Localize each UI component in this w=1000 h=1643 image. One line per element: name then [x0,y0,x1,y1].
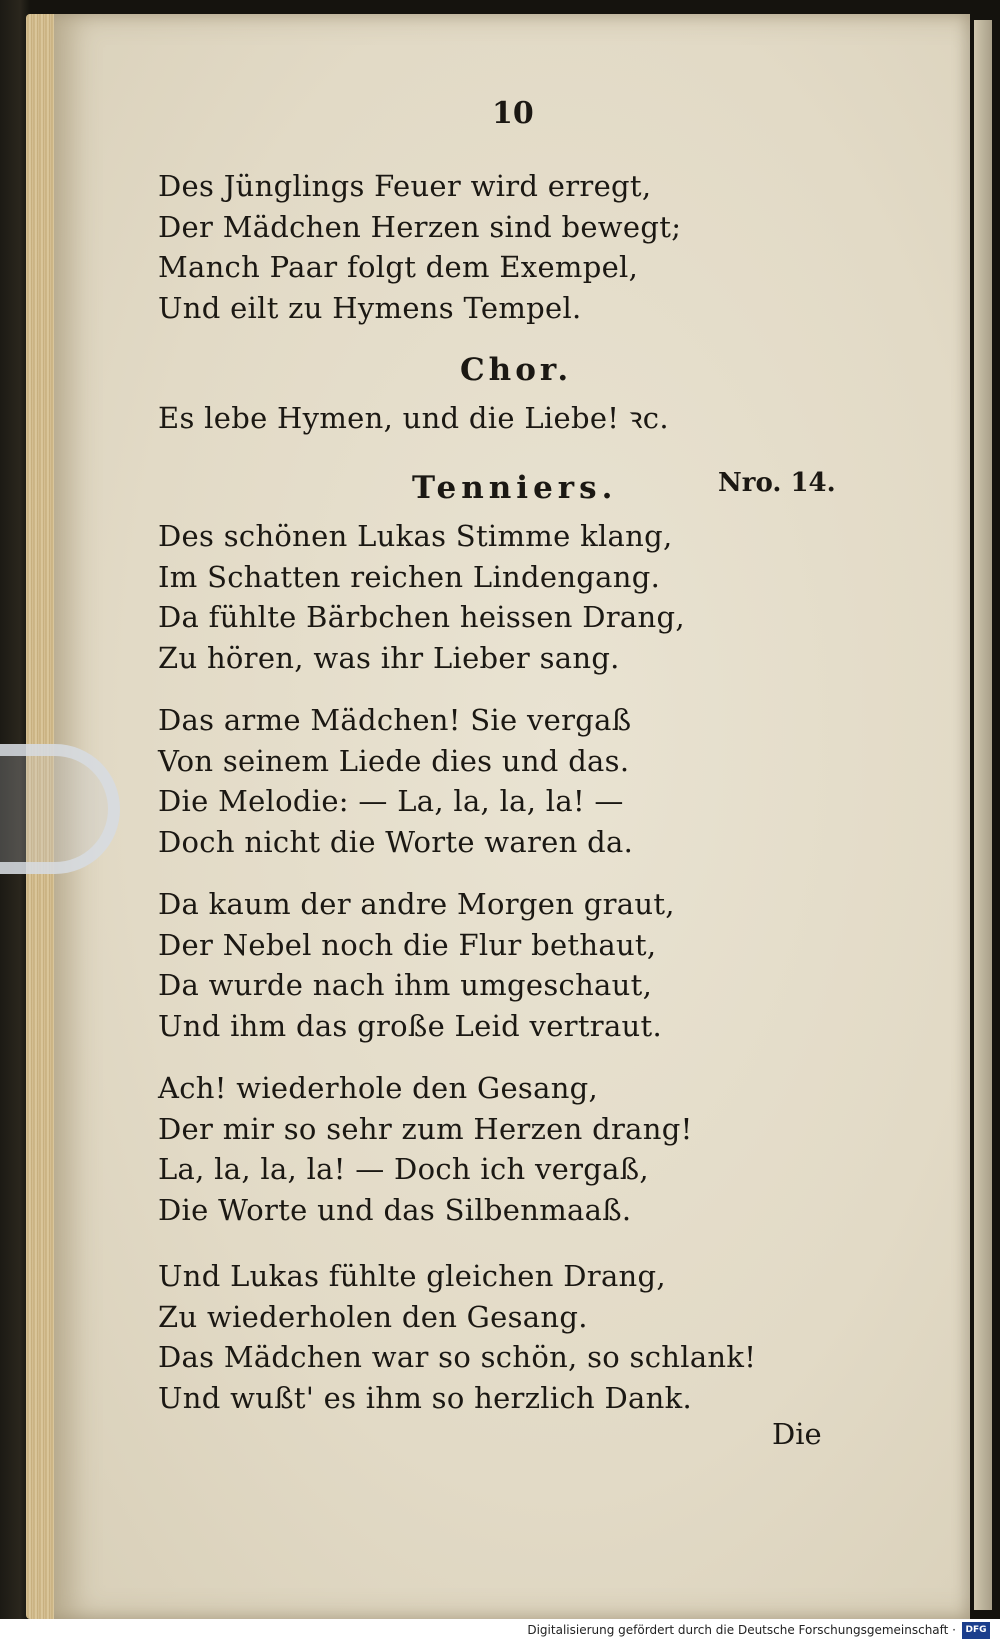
verse-line: Das Mädchen war so schön, so schlank! [158,1340,757,1374]
chorus-text [158,398,669,439]
stanza-3 [158,700,633,862]
verse-line: La, la, la, la! — Doch ich vergaß, [158,1152,649,1186]
verse-line: Da kaum der andre Morgen graut, [158,887,675,921]
verse-line: Und Lukas fühlte gleichen Drang, [158,1259,666,1293]
verse-line: Die Melodie: — La, la, la, la! — [158,784,624,818]
verse-line: Im Schatten reichen Lindengang. [158,559,661,594]
verse-line: Da fühlte Bärbchen heissen Drang, [158,600,685,634]
stanza-2 [158,516,685,678]
facing-page-edge [974,20,992,1610]
song-number: Nro. 14. [718,468,836,498]
verse-line: Und wußt' es ihm so herzlich Dank. [158,1380,692,1415]
verse-line: Des schönen Lukas Stimme klang, [158,519,673,553]
verse-line: Es lebe Hymen, und die Liebe! ꝛc. [158,401,669,435]
verse-line: Und eilt zu Hymens Tempel. [158,290,582,325]
footer-credit: Digitalisierung gefördert durch die Deutsche Forschungsgemeinschaft · [527,1623,956,1637]
stanza-1 [158,166,681,328]
page-number: 10 [492,96,534,131]
verse-line: Manch Paar folgt dem Exempel, [158,250,639,284]
verse-line: Der Mädchen Herzen sind bewegt; [158,209,682,244]
verse-line: Der mir so sehr zum Herzen drang! [158,1111,693,1146]
stanza-4 [158,884,675,1046]
verse-line: Des Jünglings Feuer wird erregt, [158,169,652,203]
verse-line: Doch nicht die Worte waren da. [158,824,634,859]
verse-line: Ach! wiederhole den Gesang, [158,1071,599,1105]
verse-line: Das arme Mädchen! Sie vergaß [158,703,632,737]
stanza-5 [158,1068,693,1230]
dfg-logo-icon: DFG [962,1622,990,1639]
verse-line: Zu hören, was ihr Lieber sang. [158,640,620,675]
verse-line: Da wurde nach ihm umgeschaut, [158,968,653,1002]
verse-line: Von seinem Liede dies und das. [158,743,630,778]
chorus-heading: Chor. [460,352,573,388]
catchword: Die [772,1417,822,1451]
verse-line: Die Worte und das Silbenmaaß. [158,1192,632,1227]
verse-line: Zu wiederholen den Gesang. [158,1299,588,1334]
stanza-6 [158,1256,756,1418]
footer-bar [0,1619,1000,1643]
verse-line: Der Nebel noch die Flur bethaut, [158,927,657,962]
verse-line: Und ihm das große Leid vertraut. [158,1008,663,1043]
song-title: Tenniers. [412,470,618,506]
